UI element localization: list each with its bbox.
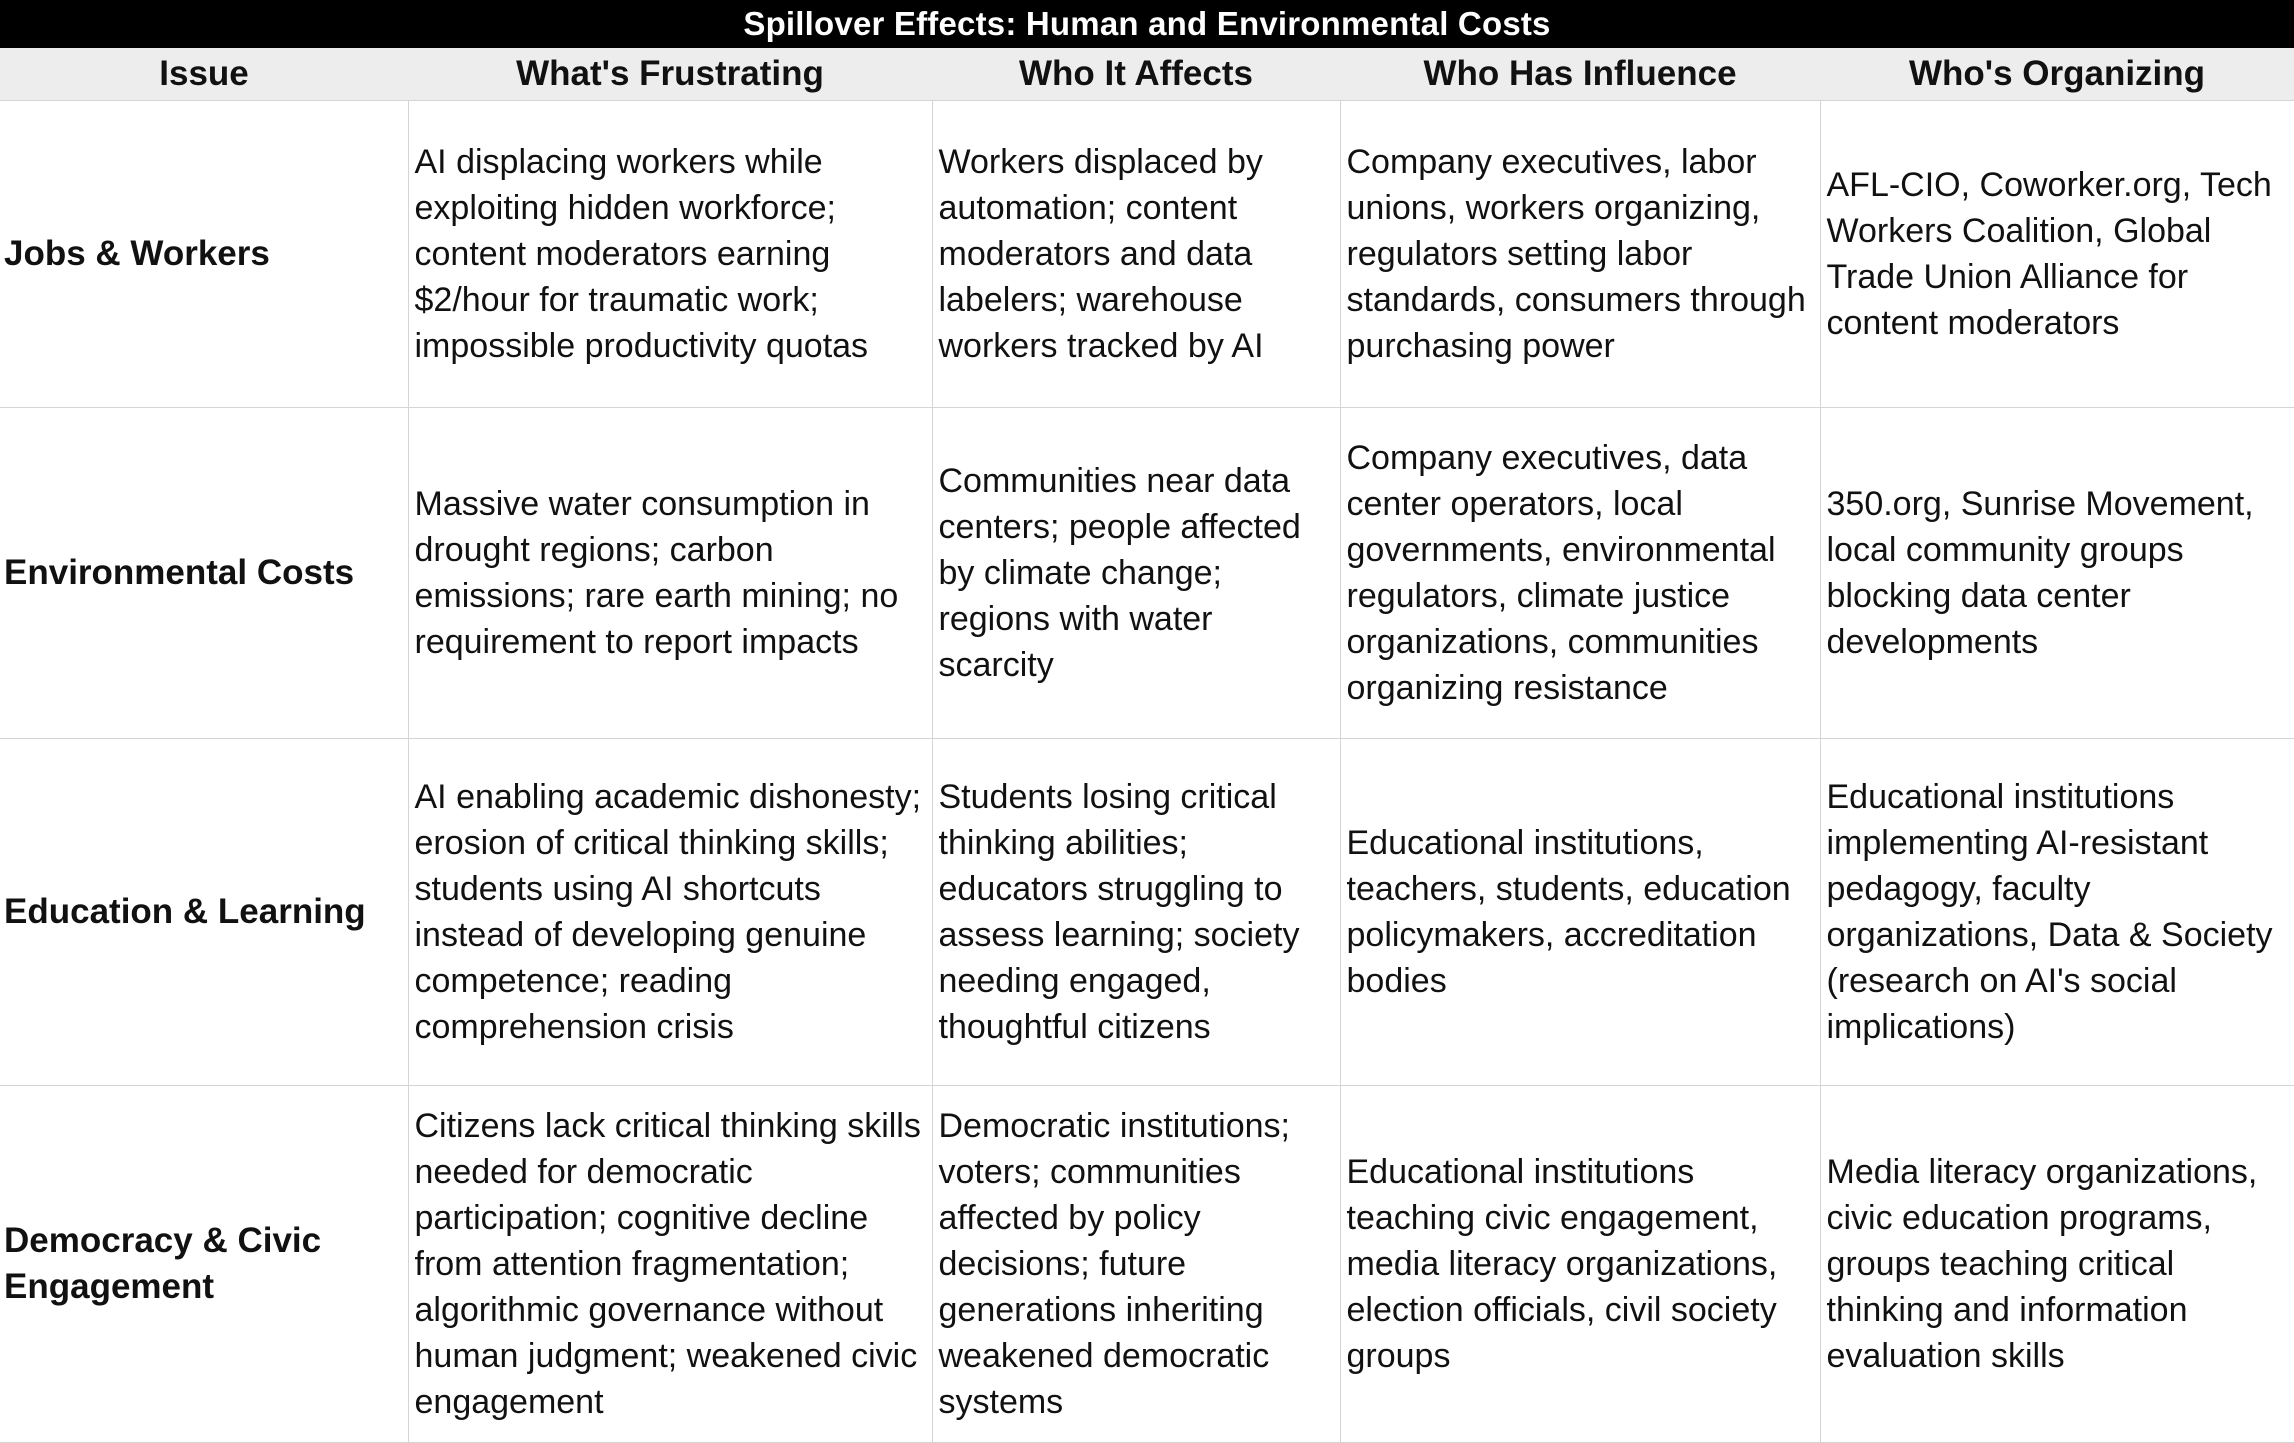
cell-affects[interactable]: Students losing critical thinking abilities; educators struggling to assess learning; society needing engaged, thoughtful citizens bbox=[932, 739, 1340, 1086]
cell-organizing[interactable]: AFL-CIO, Coworker.org, Tech Workers Coalition, Global Trade Union Alliance for content moderators bbox=[1820, 101, 2294, 408]
cell-organizing[interactable]: 350.org, Sunrise Movement, local community groups blocking data center developments bbox=[1820, 408, 2294, 739]
cell-frustrating[interactable]: AI enabling academic dishonesty; erosion of critical thinking skills; students using AI shortcuts instead of developing genuine competence; reading comprehension crisis bbox=[408, 739, 932, 1086]
cell-issue[interactable]: Education & Learning bbox=[0, 739, 408, 1086]
cell-influence[interactable]: Company executives, labor unions, workers organizing, regulators setting labor standards, consumers through purchasing power bbox=[1340, 101, 1820, 408]
cell-organizing[interactable]: Media literacy organizations, civic education programs, groups teaching critical thinking and information evaluation skills bbox=[1820, 1086, 2294, 1443]
table-row bbox=[0, 101, 2294, 408]
cell-affects[interactable]: Communities near data centers; people affected by climate change; regions with water scarcity bbox=[932, 408, 1340, 739]
cell-influence[interactable]: Educational institutions, teachers, students, education policymakers, accreditation bodies bbox=[1340, 739, 1820, 1086]
cell-organizing[interactable]: Educational institutions implementing AI-resistant pedagogy, faculty organizations, Data & Society (research on AI's social implications) bbox=[1820, 739, 2294, 1086]
header-influence[interactable]: Who Has Influence bbox=[1340, 48, 1820, 101]
cell-influence[interactable]: Educational institutions teaching civic engagement, media literacy organizations, election officials, civil society groups bbox=[1340, 1086, 1820, 1443]
cell-issue[interactable]: Environmental Costs bbox=[0, 408, 408, 739]
cell-frustrating[interactable]: Citizens lack critical thinking skills needed for democratic participation; cognitive decline from attention fragmentation; algorithmic governance without human judgment; weakened civic engagement bbox=[408, 1086, 932, 1443]
cell-influence[interactable]: Company executives, data center operators, local governments, environmental regulators, climate justice organizations, communities organizing resistance bbox=[1340, 408, 1820, 739]
issues-table bbox=[0, 48, 2294, 1443]
cell-issue[interactable]: Democracy & Civic Engagement bbox=[0, 1086, 408, 1443]
header-frustrating[interactable]: What's Frustrating bbox=[408, 48, 932, 101]
table-row bbox=[0, 408, 2294, 739]
cell-affects[interactable]: Democratic institutions; voters; communities affected by policy decisions; future generations inheriting weakened democratic systems bbox=[932, 1086, 1340, 1443]
table-title: Spillover Effects: Human and Environmental Costs bbox=[0, 0, 2294, 48]
cell-frustrating[interactable]: Massive water consumption in drought regions; carbon emissions; rare earth mining; no requirement to report impacts bbox=[408, 408, 932, 739]
cell-issue[interactable]: Jobs & Workers bbox=[0, 101, 408, 408]
table-row bbox=[0, 739, 2294, 1086]
header-issue[interactable]: Issue bbox=[0, 48, 408, 101]
header-row bbox=[0, 48, 2294, 101]
cell-affects[interactable]: Workers displaced by automation; content moderators and data labelers; warehouse workers tracked by AI bbox=[932, 101, 1340, 408]
header-affects[interactable]: Who It Affects bbox=[932, 48, 1340, 101]
table-row bbox=[0, 1086, 2294, 1443]
header-organizing[interactable]: Who's Organizing bbox=[1820, 48, 2294, 101]
cell-frustrating[interactable]: AI displacing workers while exploiting hidden workforce; content moderators earning $2/hour for traumatic work; impossible productivity quotas bbox=[408, 101, 932, 408]
